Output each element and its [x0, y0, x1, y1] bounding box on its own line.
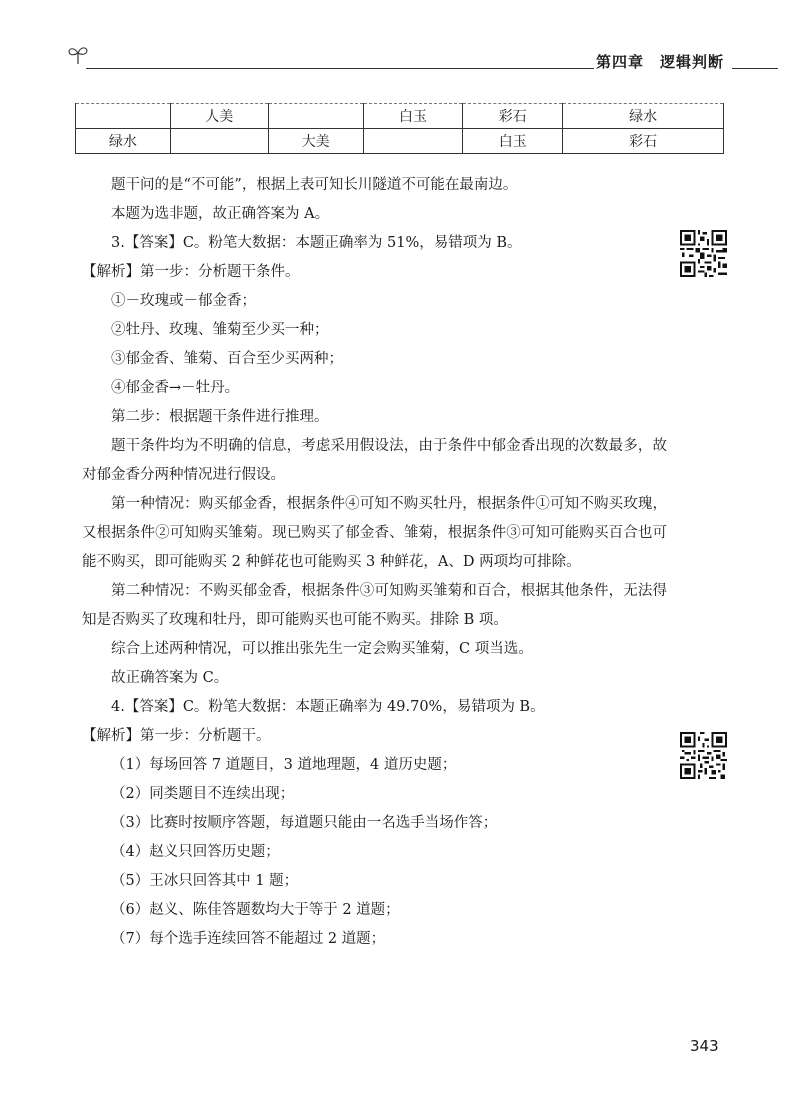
- table-cell: [170, 129, 268, 154]
- qr-code-icon[interactable]: [680, 732, 727, 779]
- condition-item: （7）每个选手连续回答不能超过 2 道题；: [111, 931, 386, 947]
- table-cell: 彩石: [463, 104, 563, 129]
- answer-line-q3: 3.【答案】C。粉笔大数据：本题正确率为 51%，易错项为 B。: [111, 235, 522, 251]
- condition-item: ④郁金香→－牡丹。: [111, 380, 240, 396]
- table-cell: 彩石: [563, 129, 724, 154]
- table-cell: 绿水: [76, 129, 171, 154]
- answer-line-q4: 4.【答案】C。粉笔大数据：本题正确率为 49.70%，易错项为 B。: [111, 699, 545, 715]
- paragraph: 综合上述两种情况，可以推出张先生一定会购买雏菊，C 项当选。: [111, 641, 533, 657]
- condition-item: （2）同类题目不连续出现；: [111, 786, 295, 802]
- condition-item: ②牡丹、玫瑰、雏菊至少买一种；: [111, 322, 329, 338]
- table-cell: 白玉: [463, 129, 563, 154]
- condition-item: ③郁金香、雏菊、百合至少买两种；: [111, 351, 343, 367]
- table-cell: [76, 104, 171, 129]
- paragraph: 题干问的是“不可能”，根据上表可知长川隧道不可能在最南边。: [111, 177, 518, 193]
- table-cell: 大美: [268, 129, 363, 154]
- condition-item: （4）赵义只回答历史题；: [111, 844, 280, 860]
- paragraph: 题干条件均为不明确的信息，考虑采用假设法，由于条件中郁金香出现的次数最多，故对郁金香分两种情况进行假设。: [82, 438, 667, 483]
- arrangement-table: [75, 103, 724, 154]
- page-number: 343: [690, 1037, 719, 1055]
- condition-item: （3）比赛时按顺序答题，每道题只能由一名选手当场作答；: [111, 815, 498, 831]
- table-cell: 人美: [170, 104, 268, 129]
- condition-item: （5）王冰只回答其中 1 题；: [111, 873, 299, 889]
- header-rule-right: [732, 68, 778, 69]
- condition-item: （6）赵义、陈佳答题数均大于等于 2 道题；: [111, 902, 400, 918]
- analysis-heading-q3: 【解析】第一步：分析题干条件。: [82, 264, 300, 280]
- analysis-heading-q4: 【解析】第一步：分析题干。: [82, 728, 271, 744]
- chapter-title: 第四章 逻辑判断: [596, 53, 725, 71]
- table-cell: [268, 104, 363, 129]
- table-row: [76, 129, 724, 154]
- header-rule-left: [86, 68, 594, 69]
- explanation-body: [82, 171, 667, 954]
- table-row: [76, 104, 724, 129]
- paragraph: 本题为选非题，故正确答案为 A。: [111, 206, 330, 222]
- paragraph: 故正确答案为 C。: [111, 670, 229, 686]
- condition-item: ①－玫瑰或－郁金香；: [111, 293, 256, 309]
- sprout-icon: [68, 44, 90, 66]
- condition-item: （1）每场回答 7 道题目，3 道地理题，4 道历史题；: [111, 757, 457, 773]
- qr-code-icon[interactable]: [680, 230, 727, 277]
- table-cell: [363, 129, 463, 154]
- page-header: [68, 44, 778, 74]
- table-cell: 绿水: [563, 104, 724, 129]
- paragraph: 第二种情况：不购买郁金香，根据条件③可知购买雏菊和百合，根据其他条件，无法得知是否购买了玫瑰和牡丹，即可能购买也可能不购买。排除 B 项。: [82, 583, 667, 628]
- table-cell: 白玉: [363, 104, 463, 129]
- paragraph: 第二步：根据题干条件进行推理。: [111, 409, 329, 425]
- paragraph: 第一种情况：购买郁金香，根据条件④可知不购买牡丹，根据条件①可知不购买玫瑰，又根据条件②可知购买雏菊。现已购买了郁金香、雏菊，根据条件③可知可能购买百合也可能不购买，即可能购买 2 种鲜花也可能购买 3 种鲜花，A、D 两项均可排除。: [82, 496, 667, 570]
